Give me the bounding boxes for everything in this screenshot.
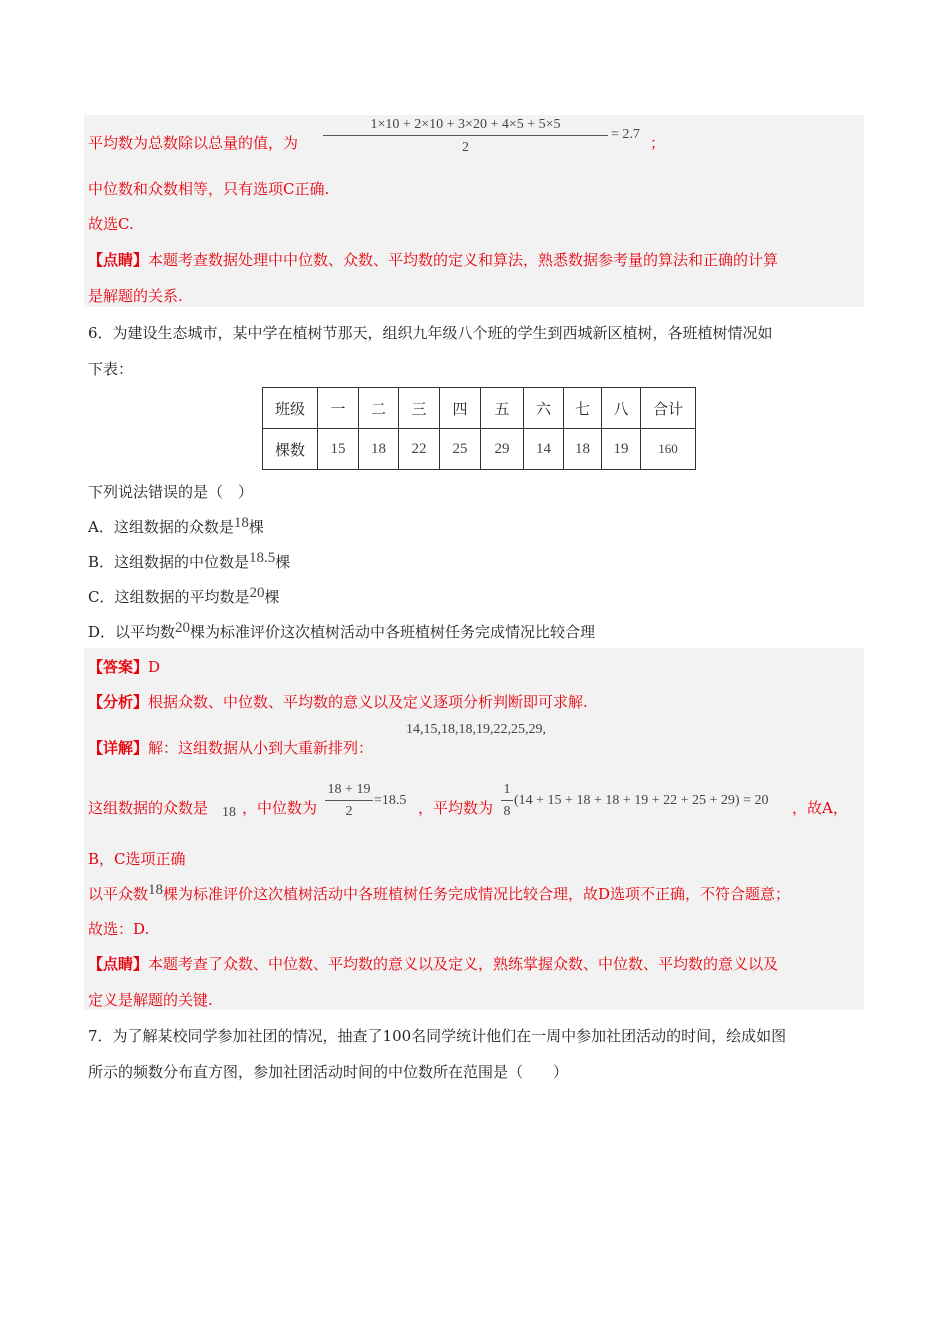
- mean-result: = 2.7: [611, 127, 640, 142]
- table-cell: 29: [481, 429, 524, 470]
- comment-tag: 【点睛】: [88, 251, 149, 269]
- table-cell: 四: [440, 388, 481, 429]
- q7-line-2: 所示的频数分布直方图，参加社团活动时间的中位数所在范围是（ ）: [88, 1063, 569, 1081]
- table-cell: 五: [481, 388, 524, 429]
- q6-stem-line-2: 下表：: [88, 360, 134, 378]
- detail-intro: 解：这组数据从小到大重新排列：: [148, 739, 374, 757]
- table-cell: 18: [359, 429, 399, 470]
- mode-value: 18: [222, 805, 236, 820]
- option-value: 20: [175, 620, 191, 636]
- analysis-line: [88, 691, 588, 712]
- option-value: 20: [249, 585, 265, 601]
- detail-tag: 【详解】: [88, 739, 149, 757]
- option-prefix: A．这组数据的众数是: [88, 518, 234, 536]
- comment-tag-q6: 【点睛】: [88, 955, 149, 973]
- table-cell: 二: [359, 388, 399, 429]
- table-cell: 160: [641, 429, 696, 470]
- table-cell: 18: [564, 429, 602, 470]
- comment-line-1-q6: [88, 953, 778, 974]
- d-suffix: 棵为标准评价这次植树活动中各班植树任务完成情况比较合理，故D选项不正确，不符合题意；: [163, 885, 791, 903]
- table-cell: 班级: [263, 388, 318, 429]
- table-header-row: [263, 388, 696, 429]
- table-cell: 合计: [641, 388, 696, 429]
- table-cell: 15: [318, 429, 359, 470]
- choose-line: 故选C.: [88, 215, 134, 233]
- analysis-text: 根据众数、中位数、平均数的意义以及定义逐项分析判断即可求解.: [148, 693, 588, 711]
- mean-text: ，平均数为: [418, 799, 494, 817]
- median-line: 中位数和众数相等，只有选项C正确.: [88, 180, 330, 198]
- option-c: [88, 586, 280, 607]
- option-a: [88, 516, 264, 537]
- mean-numerator: 1×10 + 2×10 + 3×20 + 4×5 + 5×5: [370, 117, 561, 132]
- table-row: [263, 429, 696, 470]
- table-cell: 六: [524, 388, 564, 429]
- median-text: ，中位数为: [242, 799, 318, 817]
- comment-line-2: 是解题的关系.: [88, 287, 183, 305]
- mean-fraction: [323, 117, 608, 156]
- median-numerator: 18 + 19: [327, 782, 371, 797]
- d-incorrect-line: [88, 883, 790, 904]
- median-denominator: 2: [325, 800, 373, 820]
- comment-text-q6: 本题考查了众数、中位数、平均数的意义以及定义，熟练掌握众数、中位数、平均数的意义以及: [148, 955, 779, 973]
- comment-line-2-q6: 定义是解题的关键.: [88, 991, 213, 1009]
- option-prefix: D．以平均数: [88, 623, 176, 641]
- table-cell: 棵数: [263, 429, 318, 470]
- table-cell: 22: [399, 429, 440, 470]
- option-d: [88, 621, 595, 642]
- option-suffix: 棵: [248, 518, 264, 536]
- option-prefix: C．这组数据的平均数是: [88, 588, 250, 606]
- table-cell: 八: [602, 388, 641, 429]
- median-fraction: [325, 782, 373, 820]
- answer-line: [88, 656, 160, 677]
- d-value: 18: [148, 882, 164, 898]
- median-result: =18.5: [374, 793, 407, 808]
- option-value: 18: [233, 515, 249, 531]
- q6-stem-line-1: 6．为建设生态城市，某中学在植树节那天，组织九年级八个班的学生到西城新区植树，各班植树情况如: [88, 324, 773, 342]
- d-prefix: 以平众数: [88, 885, 149, 903]
- mean-denominator: 2: [323, 135, 608, 156]
- mean-tail: ，故A，: [792, 799, 848, 817]
- option-prefix: B．这组数据的中位数是: [88, 553, 250, 571]
- mean-expression: (14 + 15 + 18 + 18 + 19 + 22 + 25 + 29) = 20: [514, 793, 769, 808]
- abc-correct-line: B，C选项正确: [88, 850, 186, 868]
- q6-question: 下列说法错误的是（ ）: [88, 483, 254, 501]
- sorted-data: 14,15,18,18,19,22,25,29,: [406, 722, 546, 737]
- table-cell: 一: [318, 388, 359, 429]
- mean-denominator-q6: 8: [501, 800, 513, 820]
- option-suffix: 棵: [275, 553, 291, 571]
- table-cell: 三: [399, 388, 440, 429]
- table-cell: 25: [440, 429, 481, 470]
- option-value: 18.5: [249, 550, 276, 566]
- tree-table: [262, 387, 696, 470]
- table-cell: 14: [524, 429, 564, 470]
- mean-fraction-q6: [501, 782, 513, 820]
- table-cell: 七: [564, 388, 602, 429]
- comment-text: 本题考查数据处理中中位数、众数、平均数的定义和算法，熟悉数据参考量的算法和正确的计算: [148, 251, 779, 269]
- mean-numerator-q6: 1: [503, 782, 511, 797]
- option-b: [88, 551, 290, 572]
- choose-d-line: 故选：D.: [88, 920, 150, 938]
- mean-end: ；: [650, 134, 666, 152]
- answer-value: D: [148, 658, 161, 676]
- detail-line: [88, 737, 373, 758]
- mode-text: 这组数据的众数是: [88, 799, 209, 817]
- analysis-tag: 【分析】: [88, 693, 149, 711]
- q7-line-1: 7．为了解某校同学参加社团的情况，抽查了100名同学统计他们在一周中参加社团活动的时间，绘成如图: [88, 1027, 787, 1045]
- comment-line-1: [88, 249, 778, 270]
- answer-tag: 【答案】: [88, 658, 149, 676]
- table-cell: 19: [602, 429, 641, 470]
- option-suffix: 棵: [264, 588, 280, 606]
- mean-prefix: 平均数为总数除以总量的值，为: [88, 134, 299, 152]
- option-suffix: 棵为标准评价这次植树活动中各班植树任务完成情况比较合理: [190, 623, 596, 641]
